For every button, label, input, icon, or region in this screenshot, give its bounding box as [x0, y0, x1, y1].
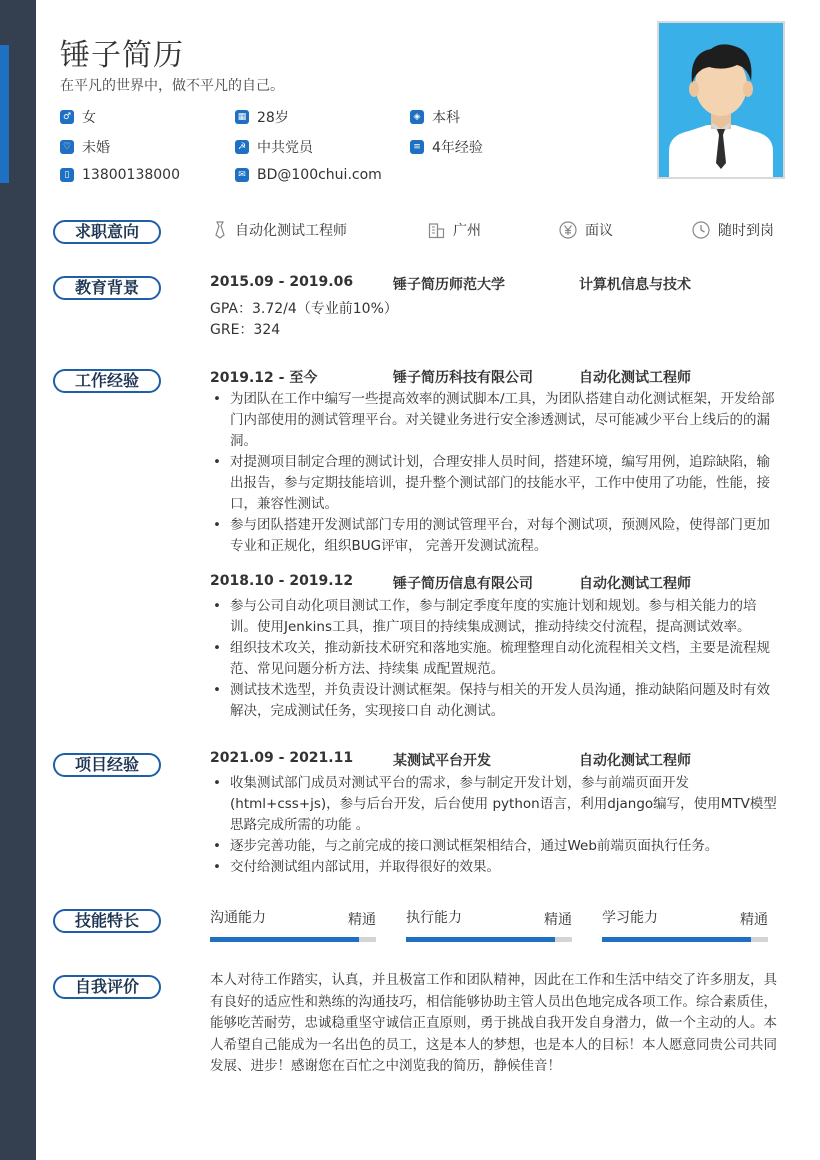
resume-motto: 在平凡的世界中，做不平凡的自己。 — [60, 78, 284, 94]
info-marital — [60, 137, 110, 157]
document-icon: ≡ — [410, 140, 424, 154]
section-label-project: 项目经验 — [53, 753, 161, 777]
gender-icon: ♂ — [60, 110, 74, 124]
info-age — [235, 107, 289, 127]
skill-bar-fill — [406, 937, 555, 942]
info-marital-text: 未婚 — [82, 140, 110, 156]
work-1-duties — [210, 389, 780, 557]
project-duties — [210, 773, 780, 878]
intent-salary — [559, 220, 613, 240]
list-item: • 交付给测试组内部试用，并取得很好的效果。 — [210, 857, 780, 878]
work-1-role: 自动化测试工程师 — [579, 370, 691, 386]
skill-level: 精通 — [740, 912, 768, 928]
skill-bar-track — [406, 937, 572, 942]
work-2-duties — [210, 596, 780, 722]
sidebar-accent — [0, 45, 9, 183]
list-item: • 组织技术攻关，推动新技术研究和落地实施。梳理整理自动化流程相关文档，主要是流程规范、常见问题分析方法、持续集 成配置规范。 — [210, 638, 780, 680]
info-phone-text[interactable]: 13800138000 — [82, 167, 180, 183]
phone-icon: ▯ — [60, 168, 74, 182]
info-experience — [410, 137, 483, 157]
self-evaluation-text: 本人对待工作踏实，认真，并且极富工作和团队精神，因此在工作和生活中结交了许多朋友，具有良好的适应性和熟练的沟通技巧，相信能够协助主管人员出色地完成各项工作。综合素质佳，能够吃苦耐劳，忠诚稳重坚守诚信正直原则，勇于挑战自我开发自身潜力，做一个主动的人。本人希望自己能成为一名出色的员工，这是本人的梦想，也是本人的目标！本人愿意同贵公司共同发展、进步！感谢您在百忙之中浏览我的简历，静候佳音！ — [210, 972, 777, 1074]
heart-icon: ♡ — [60, 140, 74, 154]
education-major: 计算机信息与技术 — [579, 277, 691, 293]
education-school: 锤子简历师范大学 — [393, 277, 505, 293]
info-degree — [410, 107, 460, 127]
list-item: • 参与公司自动化项目测试工作，参与制定季度年度的实施计划和规划。参与相关能力的培训。使用Jenkins工具，推广项目的持续集成测试，推动持续交付流程，提高测试效率。 — [210, 596, 780, 638]
intent-city — [428, 220, 481, 240]
info-gender — [60, 107, 96, 127]
calendar-icon: ▦ — [235, 110, 249, 124]
work-2-role: 自动化测试工程师 — [579, 576, 691, 592]
profile-photo — [657, 21, 785, 179]
info-gender-text: 女 — [82, 110, 96, 126]
skill-name: 执行能力 — [406, 910, 462, 926]
section-label-skills: 技能特长 — [53, 909, 161, 933]
skill-bar-fill — [210, 937, 359, 942]
project-name: 某测试平台开发 — [393, 753, 491, 769]
list-item: • 为团队在工作中编写一些提高效率的测试脚本/工具，为团队搭建自动化测试框架，开发给部门内部使用的测试管理平台。对关键业务进行安全渗透测试，尽可能减少平台上线后的的漏洞。 — [210, 389, 780, 452]
work-2-period: 2018.10 - 2019.12 — [210, 573, 354, 589]
avatar-illustration — [659, 23, 783, 177]
info-phone — [60, 167, 180, 183]
skill-bar-track — [602, 937, 768, 942]
skill-learning — [602, 907, 768, 943]
info-email — [235, 167, 382, 183]
list-item: • 对提测项目制定合理的测试计划，合理安排人员时间，搭建环境，编写用例，追踪缺陷，输出报告，参与定期技能培训，提升整个测试部门的技能水平，工作中使用了功能，性能，接口，兼容性测试。 — [210, 452, 780, 515]
skill-bar-fill — [602, 937, 751, 942]
intent-city-text: 广州 — [453, 223, 481, 239]
education-period: 2015.09 - 2019.06 — [210, 274, 354, 290]
cap-icon: ◈ — [410, 110, 424, 124]
clock-icon — [692, 221, 710, 239]
list-item: • 收集测试部门成员对测试平台的需求，参与制定开发计划，参与前端页面开发(html+css+js)，参与后台开发，后台使用 python语言，利用django编写，使用MTV模型思路完成所需的功能 。 — [210, 773, 780, 836]
work-2-company: 锤子简历信息有限公司 — [393, 576, 533, 592]
skill-name: 沟通能力 — [210, 910, 266, 926]
education-gpa: GPA：3.72/4（专业前10%） — [210, 301, 398, 317]
info-politics — [235, 137, 313, 157]
work-1-company: 锤子简历科技有限公司 — [393, 370, 533, 386]
skill-name: 学习能力 — [602, 910, 658, 926]
list-item: • 逐步完善功能，与之前完成的接口测试框架相结合，通过Web前端页面执行任务。 — [210, 836, 780, 857]
intent-position — [213, 220, 347, 240]
party-icon: ☭ — [235, 140, 249, 154]
section-label-education: 教育背景 — [53, 276, 161, 300]
building-icon — [428, 222, 445, 239]
skill-execution — [406, 907, 572, 943]
section-label-intent: 求职意向 — [53, 220, 161, 244]
project-role: 自动化测试工程师 — [579, 753, 691, 769]
info-email-text[interactable]: BD@100chui.com — [257, 167, 382, 183]
list-item: • 测试技术选型，并负责设计测试框架。保持与相关的开发人员沟通，推动缺陷问题及时有效解决，完成测试任务，实现接口自 动化测试。 — [210, 680, 780, 722]
intent-availability-text: 随时到岗 — [718, 223, 774, 239]
info-age-text: 28岁 — [257, 110, 289, 126]
section-label-self: 自我评价 — [53, 975, 161, 999]
skill-level: 精通 — [544, 912, 572, 928]
skill-bar-track — [210, 937, 376, 942]
intent-availability — [692, 220, 774, 240]
skill-communication — [210, 907, 376, 943]
info-degree-text: 本科 — [432, 110, 460, 126]
info-experience-text: 4年经验 — [432, 140, 483, 156]
intent-salary-text: 面议 — [585, 223, 613, 239]
info-politics-text: 中共党员 — [257, 140, 313, 156]
intent-position-text: 自动化测试工程师 — [235, 223, 347, 239]
skill-level: 精通 — [348, 912, 376, 928]
yen-icon — [559, 221, 577, 239]
work-1-period: 2019.12 - 至今 — [210, 370, 318, 386]
list-item: • 参与团队搭建开发测试部门专用的测试管理平台，对每个测试项，预测风险，使得部门更加专业和正规化，组织BUG评审， 完善开发测试流程。 — [210, 515, 780, 557]
mail-icon: ✉ — [235, 168, 249, 182]
section-label-work: 工作经验 — [53, 369, 161, 393]
resume-name: 锤子简历 — [60, 38, 184, 73]
education-gre: GRE：324 — [210, 322, 281, 338]
project-period: 2021.09 - 2021.11 — [210, 750, 354, 766]
tie-icon — [213, 221, 227, 239]
